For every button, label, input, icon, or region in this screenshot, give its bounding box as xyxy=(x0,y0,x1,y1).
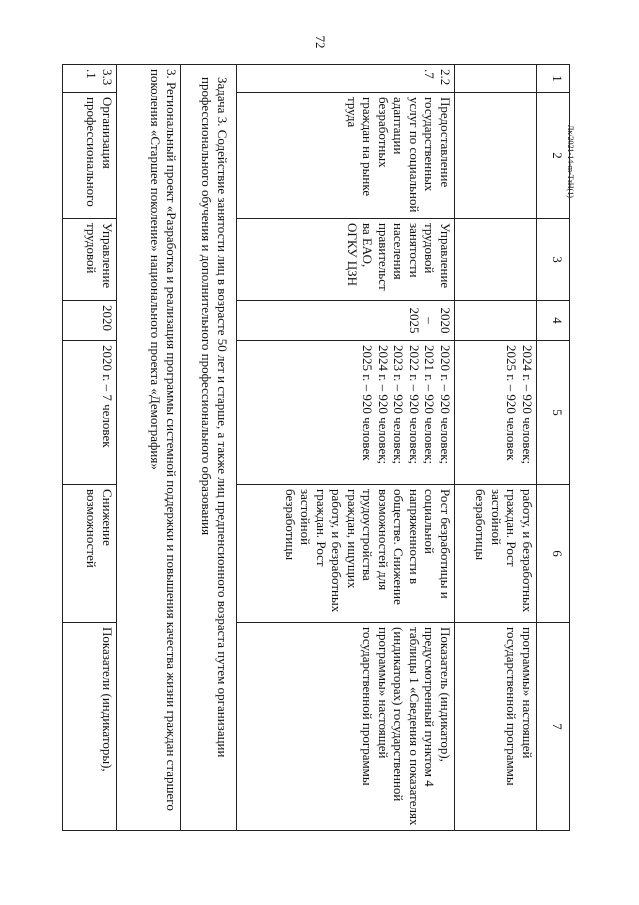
cell-consequences: Снижение возможностей xyxy=(63,485,117,623)
footer-code: Лк/2021-14-m-ТзН(1) xyxy=(566,125,575,198)
cell-indicator: Показатели (индикаторы), xyxy=(63,623,117,831)
regional-project-heading: 3. Региональный проект «Разработка и реализация программы системной поддержки и повышения качества жизни граждан старшего поколения «Старшее поколение» национального проекта «Демография» xyxy=(117,65,181,831)
cell-number: 2.2.7 xyxy=(237,65,455,93)
page-number: 72 xyxy=(313,35,328,49)
cell-volume: 2020 г. – 7 человек xyxy=(63,341,117,485)
table-row-continued xyxy=(455,65,537,831)
cell-period: 2020 xyxy=(63,301,117,341)
table-row-3-3-1 xyxy=(63,65,117,831)
cell-executor: Управление трудовой xyxy=(63,219,117,301)
table-row-2-2-7 xyxy=(237,65,455,831)
cell-indicator: программы» настоящей государственной программы xyxy=(455,623,537,831)
cell-name xyxy=(455,93,537,219)
cell-consequences: Рост безработицы и социальной напряженности в обществе. Снижение возможностей для трудоустройства граждан, ищущих работу, и безработных граждан. Рост застойной безработицы xyxy=(237,485,455,623)
header-cell-3: 3 xyxy=(537,219,570,301)
program-table xyxy=(62,64,570,831)
header-cell-4: 4 xyxy=(537,301,570,341)
cell-period: 2020 – 2025 xyxy=(237,301,455,341)
cell-name: Организация профессионального xyxy=(63,93,117,219)
header-cell-6: 6 xyxy=(537,485,570,623)
cell-name: Предоставление государственных услуг по социальной адаптации безработных граждан на рынке труда xyxy=(237,93,455,219)
header-cell-5: 5 xyxy=(537,341,570,485)
header-cell-2: 2 xyxy=(537,93,570,219)
cell-executor: Управление трудовой занятости населения правительства ЕАО, ОГКУ ЦЗН xyxy=(237,219,455,301)
cell-consequences: работу, и безработных граждан. Рост застойной безработицы xyxy=(455,485,537,623)
task-row xyxy=(181,65,237,831)
cell-period xyxy=(455,301,537,341)
project-row xyxy=(117,65,181,831)
header-row xyxy=(537,65,570,831)
rotated-page-content xyxy=(60,64,570,830)
cell-executor xyxy=(455,219,537,301)
cell-volume: 2020 г. – 920 человек; 2021 г. – 920 человек; 2022 г. – 920 человек; 2023 г. – 920 человек; 2024 г. – 920 человек; 2025 г. – 920 человек xyxy=(237,341,455,485)
cell-indicator: Показатель (индикатор), предусмотренный пунктом 4 таблицы 1 «Сведения о показателях (индикаторах) государственной программы» настоящей государственной программы xyxy=(237,623,455,831)
cell-number xyxy=(455,65,537,93)
cell-volume: 2024 г. – 920 человек; 2025 г. – 920 человек xyxy=(455,341,537,485)
cell-number: 3.3.1 xyxy=(63,65,117,93)
task-3-heading: Задача 3. Содействие занятости лиц в возрасте 50 лет и старше, а также лиц предпенсионного возраста путем организации профессионального обучения и дополнительного профессионального образования xyxy=(181,65,237,831)
header-cell-7: 7 xyxy=(537,623,570,831)
header-cell-1: 1 xyxy=(537,65,570,93)
